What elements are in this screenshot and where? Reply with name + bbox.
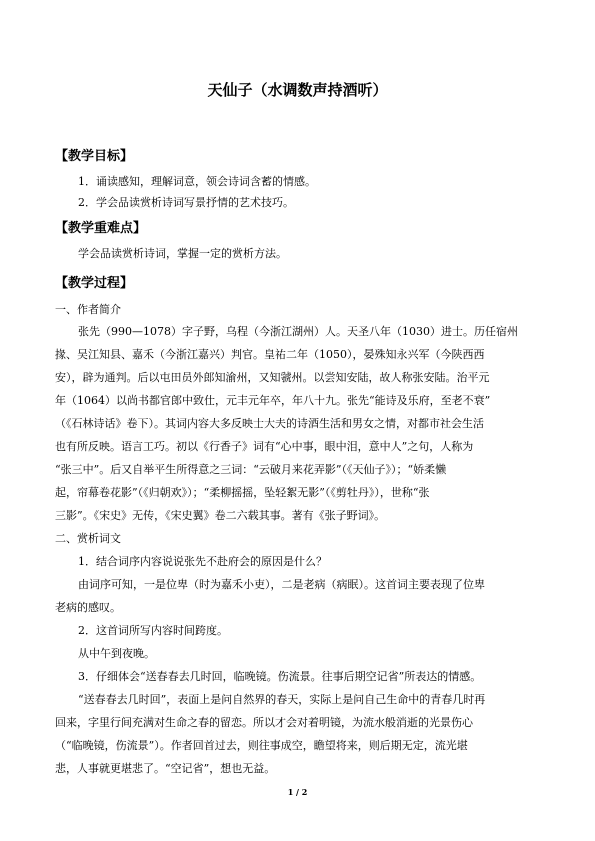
question-1: 1．结合词序内容说说张先不赴府会的原因是什么？ (78, 555, 327, 568)
heading-process: 【教学过程】 (55, 276, 134, 291)
heading-goals: 【教学目标】 (55, 149, 134, 164)
bio-line: 掾、吴江知县、嘉禾（今浙江嘉兴）判官。皇祐二年（1050），晏殊知永兴军（今陕西西 (55, 348, 485, 361)
answer-3-line: “送春春去几时回”，表面上是问自然界的春天，实际上是问自己生命中的青春几时再 (78, 693, 486, 706)
answer-1-line: 由词序可知，一是位卑（时为嘉禾小吏），二是老病（病眠）。这首词主要表现了位卑 (78, 578, 485, 591)
page-title: 天仙子（水调数声持酒听） (207, 81, 388, 99)
section-title-appreciation: 二、赏析词文 (55, 532, 121, 545)
question-2: 2．这首词所写内容时间跨度。 (78, 624, 228, 637)
answer-1-line: 老病的感叹。 (55, 601, 121, 614)
goal-item-1: 1．诵读感知，理解词意，领会诗词含蓄的情感。 (78, 175, 316, 188)
goal-item-2: 2．学会品读赏析诗词写景抒情的艺术技巧。 (78, 196, 294, 209)
bio-line: 年（1064）以尚书都官郎中致仕，元丰元年卒，年八十九。张先“能诗及乐府，至老不衰” (55, 394, 491, 407)
bio-line: “张三中”。后又自举平生所得意之三词：“云破月来花弄影”（《天仙子》）；“娇柔懒 (55, 463, 447, 476)
answer-3-line: 回来，字里行间充满对生命之春的留恋。所以才会对着明镜，为流水般消逝的光景伤心 (55, 716, 473, 729)
bio-line: 张先（990—1078）字子野，乌程（今浙江湖州）人。天圣八年（1030）进士。历任宿州 (78, 325, 518, 338)
heading-key-points: 【教学重难点】 (55, 221, 147, 236)
section-title-author: 一、作者简介 (55, 303, 121, 316)
bio-line: 起，帘幕卷花影”（《归朝欢》）；“柔柳摇摇，坠轻絮无影”（《剪牡丹》），世称“张 (55, 486, 430, 499)
bio-line: 安），辟为通判。后以屯田员外郎知渝州，又知虢州。以尝知安陆，故人称张安陆。治平元 (55, 371, 490, 384)
page-number: 1 / 2 (287, 787, 308, 797)
bio-line: 也有所反映。语言工巧。初以《行香子》词有“心中事，眼中泪，意中人”之句，人称为 (55, 440, 474, 453)
answer-2: 从中午到夜晚。 (78, 647, 155, 660)
answer-3-line: （“临晚镜，伤流景”）。作者回首过去，则往事成空，瞻望将来，则后期无定，流光堪 (55, 739, 468, 752)
bio-line: 三影”。《宋史》无传，《宋史翼》卷二六载其事。著有《张子野词》。 (55, 509, 386, 522)
bio-line: （《石林诗话》卷下）。其词内容大多反映士大夫的诗酒生活和男女之情，对都市社会生活 (55, 417, 484, 430)
answer-3-line: 悲，人事就更堪悲了。“空记省”，想也无益。 (55, 762, 276, 775)
key-points-text: 学会品读赏析诗词，掌握一定的赏析方法。 (78, 247, 287, 260)
question-3: 3．仔细体会“送春春去几时回，临晚镜。伤流景。往事后期空记省”所表达的情感。 (78, 670, 482, 683)
